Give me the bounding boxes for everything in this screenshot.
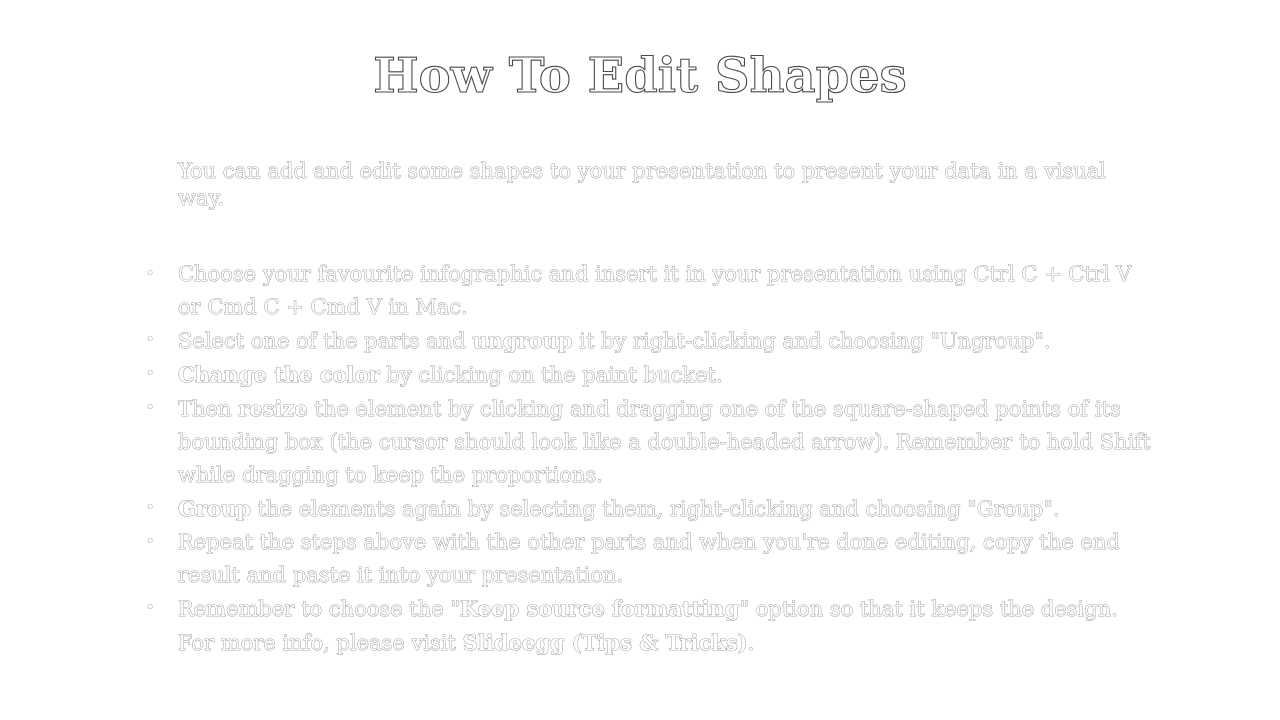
list-item <box>178 324 1153 358</box>
bullet-text: by clicking on the paint bucket. <box>379 363 723 387</box>
bullet-text: . <box>747 631 755 655</box>
bold-term-ungroup: ungroup <box>472 328 573 353</box>
bold-term-group: Group <box>178 496 251 521</box>
bullet-text: " option so that it keeps the design. For more info, please visit <box>178 597 1118 655</box>
bullet-text: it by right-clicking and choosing "Ungroup". <box>572 329 1051 353</box>
bold-term-change-color: Change the color <box>178 362 380 387</box>
bullet-text: Then <box>178 397 239 421</box>
list-item <box>178 492 1153 526</box>
instruction-list <box>178 258 1153 660</box>
bold-term-resize: resize <box>238 396 308 421</box>
list-item <box>178 258 1153 324</box>
bullet-text: Repeat the steps above with the other parts and when you're done editing, copy the end result and paste it into your presentation. <box>178 530 1120 587</box>
list-item <box>178 526 1153 592</box>
intro-paragraph: You can add and edit some shapes to your presentation to present your data in a visual way. <box>178 159 1107 210</box>
slide-title: How To Edit Shapes <box>373 48 907 104</box>
bullet-text: Select one of the parts and <box>178 329 473 353</box>
bullet-text: Remember to choose the " <box>178 597 461 621</box>
slideegg-tips-link[interactable]: Slideegg (Tips & Tricks) <box>462 630 748 655</box>
bold-term-keep-source-formatting: Keep source formatting <box>460 596 740 621</box>
bullet-text: Choose your favourite infographic and insert it in your presentation using Ctrl C + Ctrl V or Cmd C + Cmd V in Mac. <box>178 262 1132 319</box>
bullet-text: the elements again by selecting them, right-clicking and choosing "Group". <box>250 497 1060 521</box>
bullet-text: the element by clicking and dragging one of the square-shaped points of its bounding box (the cursor should look like a double-headed arrow). Remember to hold Shift while dragging to keep the proportions. <box>178 397 1151 487</box>
list-item <box>178 358 1153 392</box>
list-item <box>178 592 1153 660</box>
list-item <box>178 392 1153 492</box>
